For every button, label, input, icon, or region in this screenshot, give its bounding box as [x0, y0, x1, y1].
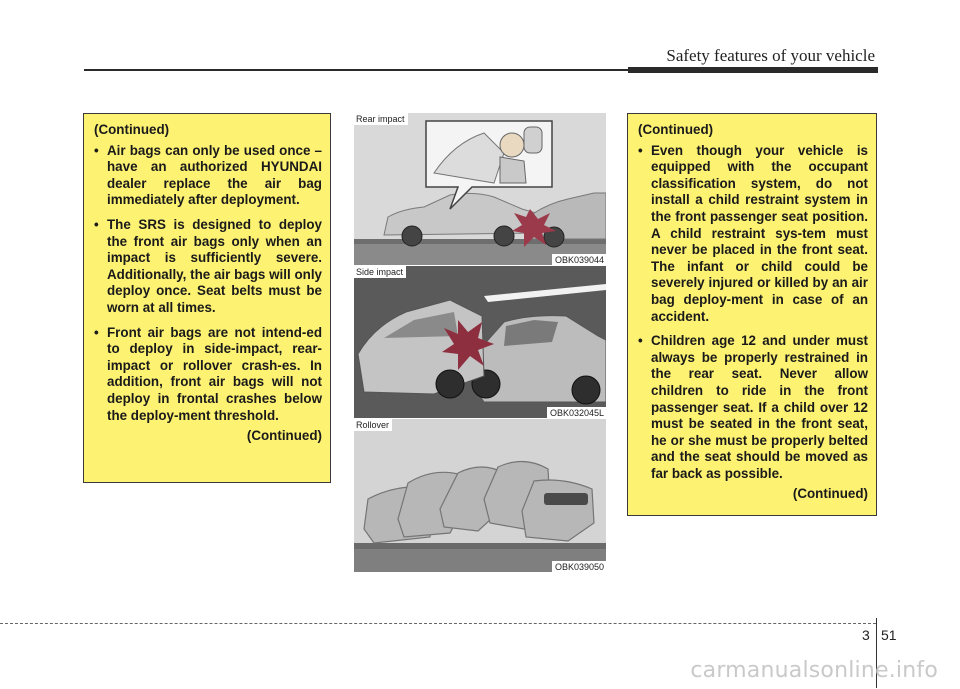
warning-list: [638, 143, 868, 483]
illustration-label: Rollover: [354, 419, 392, 431]
continued-label-top: (Continued): [638, 122, 714, 137]
illustration-label: Side impact: [354, 266, 406, 278]
warning-box-left: [83, 113, 331, 483]
header-rule-accent: [628, 67, 878, 73]
page-number: 51: [881, 627, 897, 643]
warning-list: [94, 143, 322, 425]
illustration-code: OBK032045L: [547, 407, 606, 418]
illustration-code: OBK039050: [552, 561, 606, 572]
warning-bullet: • Children age 12 and under must always be properly restrained in the rear seat. Never allow children to ride in the front passenger seat. If a child over 12 must be seated in the front seat, he or she must be properly belted and the seat should be moved as far back as possible.: [638, 333, 868, 482]
section-title: Safety features of your vehicle: [666, 46, 875, 65]
side-impact-image: [354, 266, 606, 418]
warning-bullet: • Even though your vehicle is equipped with the occupant classification system, do not install a child restraint system in the front passenger seat position. A child restraint sys-tem must never be placed in the front seat. The infant or child could be severely injured or killed by an air bag deploy-ment in case of an accident.: [638, 143, 868, 326]
chapter-number: 3: [862, 627, 870, 643]
continued-label-bottom: (Continued): [246, 428, 322, 444]
footer-rule: [0, 623, 876, 624]
side-impact-illustration: [354, 266, 606, 418]
continued-label-top: (Continued): [94, 122, 170, 137]
rollover-illustration: [354, 419, 606, 572]
watermark: carmanualsonline.info: [690, 658, 938, 683]
warning-bullet: • The SRS is designed to deploy the front air bags only when an impact is sufficiently severe. Additionally, the air bags will only deploy once. Seat belts must be worn at all times.: [94, 217, 322, 317]
rear-impact-image: [354, 113, 606, 265]
illustration-label: Rear impact: [354, 113, 408, 125]
warning-bullet: • Front air bags are not intend-ed to deploy in side-impact, rear-impact or rollover crash-es. In addition, front air bags will not deploy in frontal crashes below the deploy-ment threshold.: [94, 325, 322, 425]
illustration-code: OBK039044: [552, 254, 606, 265]
warning-box-right: [627, 113, 877, 516]
continued-label-bottom: (Continued): [792, 486, 868, 502]
rollover-image: [354, 419, 606, 572]
rear-impact-illustration: [354, 113, 606, 265]
warning-bullet: • Air bags can only be used once – have an authorized HYUNDAI dealer replace the air bag immediately after deployment.: [94, 143, 322, 209]
